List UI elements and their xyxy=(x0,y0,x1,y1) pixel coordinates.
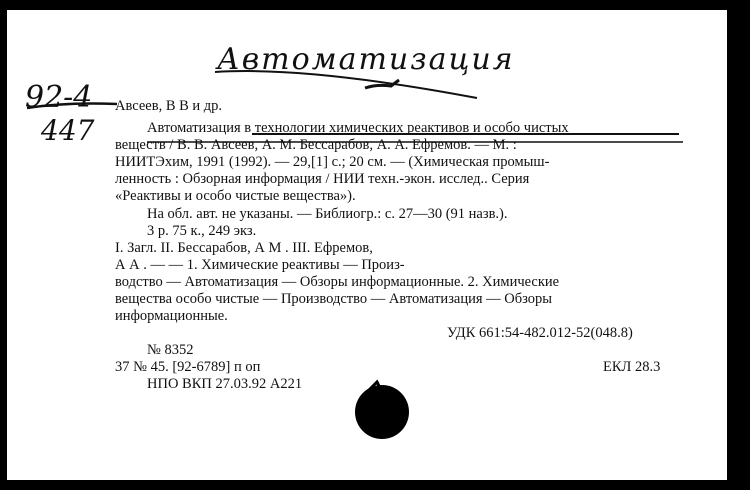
tracing-line: I. Загл. II. Бессарабов, А М . III. Ефремов, xyxy=(115,240,373,256)
description-line: «Реактивы и особо чистые вещества»). xyxy=(115,188,356,204)
tracing-line: информационные. xyxy=(115,308,228,324)
description-line: ленность : Обзорная информация / НИИ техн.-экон. исслед.. Серия xyxy=(115,171,530,187)
note-line: На обл. авт. не указаны. — Библиогр.: с. 27—30 (91 назв.). xyxy=(147,206,508,222)
handwritten-code-top: 92-4 xyxy=(25,80,93,115)
record-line: 37 № 45. [92-6789] п оп xyxy=(115,359,261,375)
title-line: Автоматизация в технологии химических реактивов и особо чистых xyxy=(147,120,569,136)
handwritten-code-bottom: 447 xyxy=(41,114,95,147)
author-heading: Авсеев, В В и др. xyxy=(115,98,223,114)
npo-line: НПО ВКП 27.03.92 А221 xyxy=(147,376,303,392)
tracing-line: вещества особо чистые — Производство — Автоматизация — Обзоры xyxy=(115,291,553,307)
tracing-line: А А . — — 1. Химические реактивы — Произ- xyxy=(115,257,405,273)
catalog-card xyxy=(7,10,727,480)
description-line: НИИТЭхим, 1991 (1992). — 29,[1] с.; 20 см. — (Химическая промыш- xyxy=(115,154,550,170)
ekl-code: ЕКЛ 28.3 xyxy=(603,359,661,375)
udk-code: УДК 661:54-482.012-52(048.8) xyxy=(447,325,633,341)
description-line: веществ / В. В. Авсеев, А. М. Бессарабов, А. А. Ефремов. — М. : xyxy=(115,137,517,153)
price-line: 3 р. 75 к., 249 экз. xyxy=(147,223,257,239)
scan-edge xyxy=(727,0,750,490)
handwritten-title: Автоматизация xyxy=(217,42,515,77)
card-number: № 8352 xyxy=(147,342,194,358)
tracing-line: водство — Автоматизация — Обзоры информационные. 2. Химические xyxy=(115,274,560,290)
